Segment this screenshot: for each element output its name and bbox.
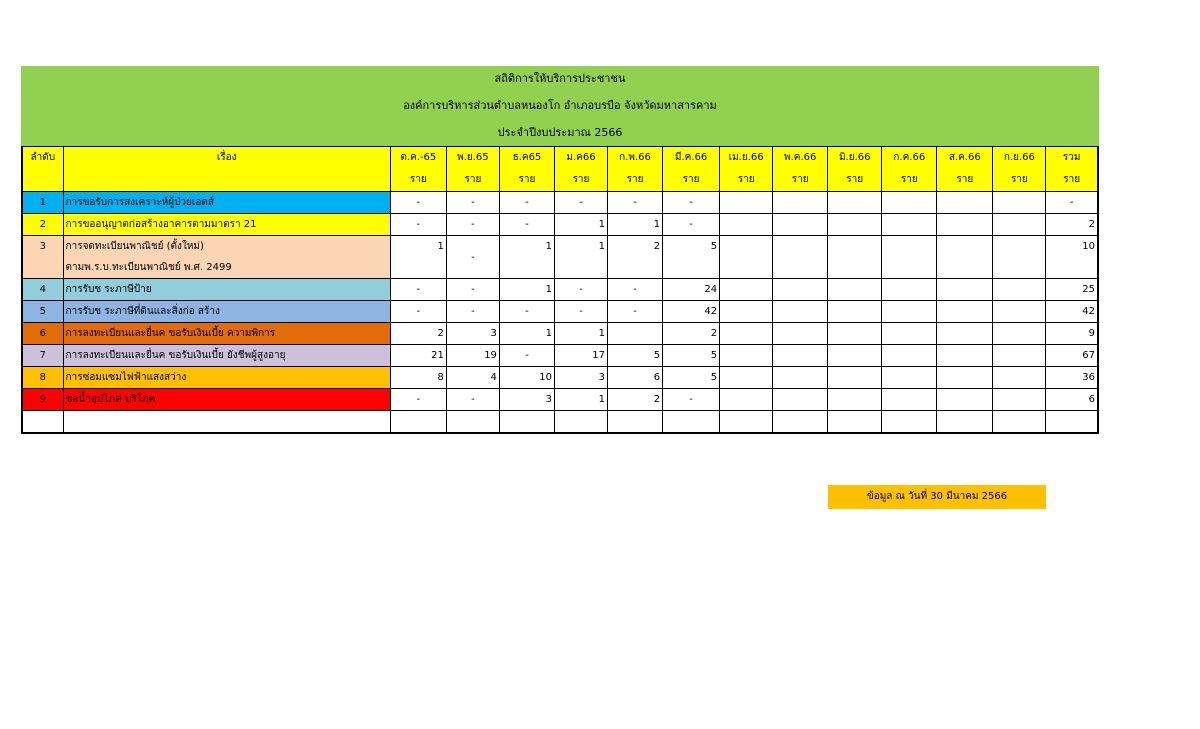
row-cell: 42	[663, 301, 720, 323]
row-subject	[63, 279, 390, 301]
header-month: ต.ค.-65	[390, 147, 446, 170]
empty-cell	[993, 411, 1046, 434]
row-index: 4	[22, 279, 63, 301]
row-cell: 10	[499, 367, 554, 389]
row-cell	[882, 236, 937, 279]
empty-cell	[1046, 411, 1098, 434]
report-header	[21, 66, 1099, 146]
row-cell: 2	[390, 323, 446, 345]
header-month: มิ.ย.66	[828, 147, 882, 170]
row-cell: -	[663, 214, 720, 236]
row-cell	[720, 345, 773, 367]
header-unit: ราย	[882, 169, 937, 192]
row-cell	[773, 389, 828, 411]
empty-cell	[22, 411, 63, 434]
empty-cell	[773, 411, 828, 434]
table-row	[22, 214, 1098, 236]
row-cell: 9	[1046, 323, 1098, 345]
row-cell	[937, 323, 993, 345]
header-unit: ราย	[773, 169, 828, 192]
empty-cell	[554, 411, 607, 434]
header-unit: ราย	[554, 169, 607, 192]
header-unit: ราย	[608, 169, 663, 192]
row-subject	[63, 236, 390, 279]
row-cell: -	[390, 192, 446, 214]
row-cell: 5	[663, 367, 720, 389]
row-cell	[828, 279, 882, 301]
header-month: ก.ค.66	[882, 147, 937, 170]
header-month: ก.ย.66	[993, 147, 1046, 170]
row-cell: 25	[1046, 279, 1098, 301]
header-month: พ.ค.66	[773, 147, 828, 170]
row-index: 2	[22, 214, 63, 236]
header-unit: ราย	[663, 169, 720, 192]
row-cell	[720, 389, 773, 411]
row-cell: -	[499, 214, 554, 236]
row-cell: 2	[663, 323, 720, 345]
header-index-blank	[22, 169, 63, 192]
table-row	[22, 345, 1098, 367]
row-cell: 1	[554, 389, 607, 411]
row-cell: 10	[1046, 236, 1098, 279]
row-subject	[63, 301, 390, 323]
row-cell: 5	[608, 345, 663, 367]
header-subject: เรื่อง	[63, 147, 390, 170]
row-cell: 1	[554, 236, 607, 279]
row-cell	[993, 389, 1046, 411]
table-body	[22, 192, 1098, 434]
row-cell: 1	[499, 236, 554, 279]
table-row	[22, 279, 1098, 301]
row-subject	[63, 323, 390, 345]
row-cell: -	[663, 192, 720, 214]
row-cell	[937, 367, 993, 389]
row-index: 9	[22, 389, 63, 411]
row-cell: -	[499, 192, 554, 214]
row-cell: 21	[390, 345, 446, 367]
row-cell	[937, 192, 993, 214]
row-cell: -	[446, 389, 499, 411]
row-cell: -	[608, 301, 663, 323]
row-cell: -	[554, 192, 607, 214]
row-cell: 3	[446, 323, 499, 345]
row-subject-line: การขอรับการสงเคราะห์ผู้ป่วยเอดส์	[65, 197, 214, 208]
row-cell	[773, 214, 828, 236]
data-as-of-note: ข้อมูล ณ วันที่ 30 มีนาคม 2566	[828, 485, 1046, 509]
row-cell: -	[608, 192, 663, 214]
header-unit: ราย	[390, 169, 446, 192]
row-subject-line: ขอน้ำอุปโภค บริโภค	[65, 394, 156, 405]
row-cell: 1	[554, 214, 607, 236]
empty-cell	[390, 411, 446, 434]
report-title: สถิติการให้บริการประชาชน	[494, 72, 626, 85]
row-cell: 19	[446, 345, 499, 367]
header-month: ม.ค66	[554, 147, 607, 170]
row-cell	[993, 301, 1046, 323]
empty-cell	[828, 411, 882, 434]
row-cell: -	[446, 279, 499, 301]
table-row	[22, 192, 1098, 214]
row-cell	[720, 236, 773, 279]
empty-cell	[499, 411, 554, 434]
row-cell: 3	[554, 367, 607, 389]
empty-cell	[63, 411, 390, 434]
row-cell	[882, 301, 937, 323]
row-cell	[828, 389, 882, 411]
row-subject-line: การซ่อมแซมไฟฟ้าแสงสว่าง	[65, 372, 187, 383]
row-cell	[993, 279, 1046, 301]
row-cell: 1	[499, 323, 554, 345]
row-cell	[828, 345, 882, 367]
row-cell	[720, 323, 773, 345]
row-index: 6	[22, 323, 63, 345]
row-cell	[937, 301, 993, 323]
row-subject-line: การลงทะเบียนและยื่นค ขอรับเงินเบี้ย ยังชีพผู้สูงอายุ	[65, 350, 286, 361]
row-cell: -	[499, 301, 554, 323]
row-cell	[882, 214, 937, 236]
row-cell: -	[390, 279, 446, 301]
row-subject-line: การขออนุญาตก่อสร้างอาคารตามมาตรา 21	[65, 219, 257, 230]
row-cell: -	[390, 301, 446, 323]
row-cell	[773, 236, 828, 279]
row-cell: 6	[1046, 389, 1098, 411]
row-subject	[63, 192, 390, 214]
header-unit: ราย	[993, 169, 1046, 192]
row-cell	[882, 389, 937, 411]
row-cell	[828, 367, 882, 389]
row-cell: -	[554, 301, 607, 323]
row-cell	[720, 301, 773, 323]
row-cell	[720, 367, 773, 389]
empty-cell	[937, 411, 993, 434]
row-cell	[882, 367, 937, 389]
row-cell: -	[499, 345, 554, 367]
table-row	[22, 301, 1098, 323]
empty-cell	[663, 411, 720, 434]
table-header	[22, 147, 1098, 192]
row-cell	[882, 323, 937, 345]
header-unit: ราย	[720, 169, 773, 192]
row-cell	[828, 323, 882, 345]
row-cell	[720, 214, 773, 236]
row-index: 1	[22, 192, 63, 214]
row-cell: -	[554, 279, 607, 301]
row-subject-line: การจดทะเบียนพาณิชย์ (ตั้งใหม่)	[65, 241, 204, 252]
header-month: ธ.ค65	[499, 147, 554, 170]
row-cell: 67	[1046, 345, 1098, 367]
row-subject	[63, 367, 390, 389]
row-cell: 2	[1046, 214, 1098, 236]
header-unit: ราย	[446, 169, 499, 192]
row-cell	[937, 236, 993, 279]
row-cell	[993, 214, 1046, 236]
header-month: มี.ค.66	[663, 147, 720, 170]
row-cell	[828, 301, 882, 323]
row-cell	[773, 301, 828, 323]
row-cell	[993, 236, 1046, 279]
row-subject-line-2: ตามพ.ร.บ.ทะเบียนพาณิชย์ พ.ศ. 2499	[65, 262, 232, 273]
header-unit: ราย	[499, 169, 554, 192]
row-cell	[937, 389, 993, 411]
row-cell	[937, 279, 993, 301]
row-cell: -	[446, 214, 499, 236]
row-cell: 42	[1046, 301, 1098, 323]
row-cell: 1	[390, 236, 446, 279]
report-organization: องค์การบริหารส่วนตำบลหนองโก อำเภอบรบือ จังหวัดมหาสารคาม	[403, 99, 717, 112]
header-index: ลำดับ	[22, 147, 63, 170]
row-cell: 1	[499, 279, 554, 301]
row-cell: -	[663, 389, 720, 411]
row-cell	[720, 279, 773, 301]
row-cell: -	[390, 389, 446, 411]
table-row	[22, 236, 1098, 279]
empty-cell	[720, 411, 773, 434]
row-cell	[773, 367, 828, 389]
row-cell	[828, 192, 882, 214]
row-subject-line: การรับช ระภาษีป้าย	[65, 284, 152, 295]
row-index: 3	[22, 236, 63, 279]
row-cell	[937, 345, 993, 367]
row-cell: 1	[608, 214, 663, 236]
row-cell	[882, 345, 937, 367]
header-subject-blank	[63, 169, 390, 192]
row-cell	[993, 345, 1046, 367]
row-cell	[882, 279, 937, 301]
header-month: รวม	[1046, 147, 1098, 170]
row-cell	[993, 367, 1046, 389]
row-subject-line: การรับช ระภาษีที่ดินและสิ่งก่อ สร้าง	[65, 306, 220, 317]
header-month: ก.พ.66	[608, 147, 663, 170]
row-subject	[63, 345, 390, 367]
row-subject	[63, 214, 390, 236]
empty-cell	[882, 411, 937, 434]
row-cell: 6	[608, 367, 663, 389]
row-cell: 36	[1046, 367, 1098, 389]
row-cell: 3	[499, 389, 554, 411]
report-sheet	[21, 66, 1099, 434]
row-cell: 17	[554, 345, 607, 367]
header-month: เม.ย.66	[720, 147, 773, 170]
row-cell	[937, 214, 993, 236]
row-cell	[882, 192, 937, 214]
row-cell: 1	[554, 323, 607, 345]
row-cell	[773, 192, 828, 214]
statistics-table	[21, 146, 1099, 434]
row-cell: 4	[446, 367, 499, 389]
row-subject-line: การลงทะเบียนและยื่นค ขอรับเงินเบี้ย ความพิการ	[65, 328, 276, 339]
row-cell	[828, 236, 882, 279]
empty-row	[22, 411, 1098, 434]
row-index: 5	[22, 301, 63, 323]
empty-cell	[608, 411, 663, 434]
row-cell: -	[446, 192, 499, 214]
row-cell: -	[1046, 192, 1098, 214]
row-cell: 2	[608, 236, 663, 279]
row-cell: -	[446, 236, 499, 279]
row-cell	[773, 323, 828, 345]
row-cell	[828, 214, 882, 236]
row-cell	[993, 323, 1046, 345]
row-cell	[773, 345, 828, 367]
row-cell: 24	[663, 279, 720, 301]
table-row	[22, 367, 1098, 389]
header-month: ส.ค.66	[937, 147, 993, 170]
empty-cell	[446, 411, 499, 434]
report-fiscal-year: ประจำปีงบประมาณ 2566	[497, 126, 623, 139]
header-month: พ.ย.65	[446, 147, 499, 170]
table-row	[22, 389, 1098, 411]
header-unit: ราย	[937, 169, 993, 192]
row-cell: 5	[663, 236, 720, 279]
row-cell: 2	[608, 389, 663, 411]
table-row	[22, 323, 1098, 345]
row-cell: -	[608, 279, 663, 301]
row-cell: -	[446, 301, 499, 323]
row-index: 8	[22, 367, 63, 389]
row-index: 7	[22, 345, 63, 367]
row-cell	[608, 323, 663, 345]
row-subject	[63, 389, 390, 411]
row-cell: 5	[663, 345, 720, 367]
row-cell: 8	[390, 367, 446, 389]
row-cell	[720, 192, 773, 214]
header-unit: ราย	[1046, 169, 1098, 192]
header-unit: ราย	[828, 169, 882, 192]
row-cell: -	[390, 214, 446, 236]
row-cell	[773, 279, 828, 301]
row-cell	[993, 192, 1046, 214]
